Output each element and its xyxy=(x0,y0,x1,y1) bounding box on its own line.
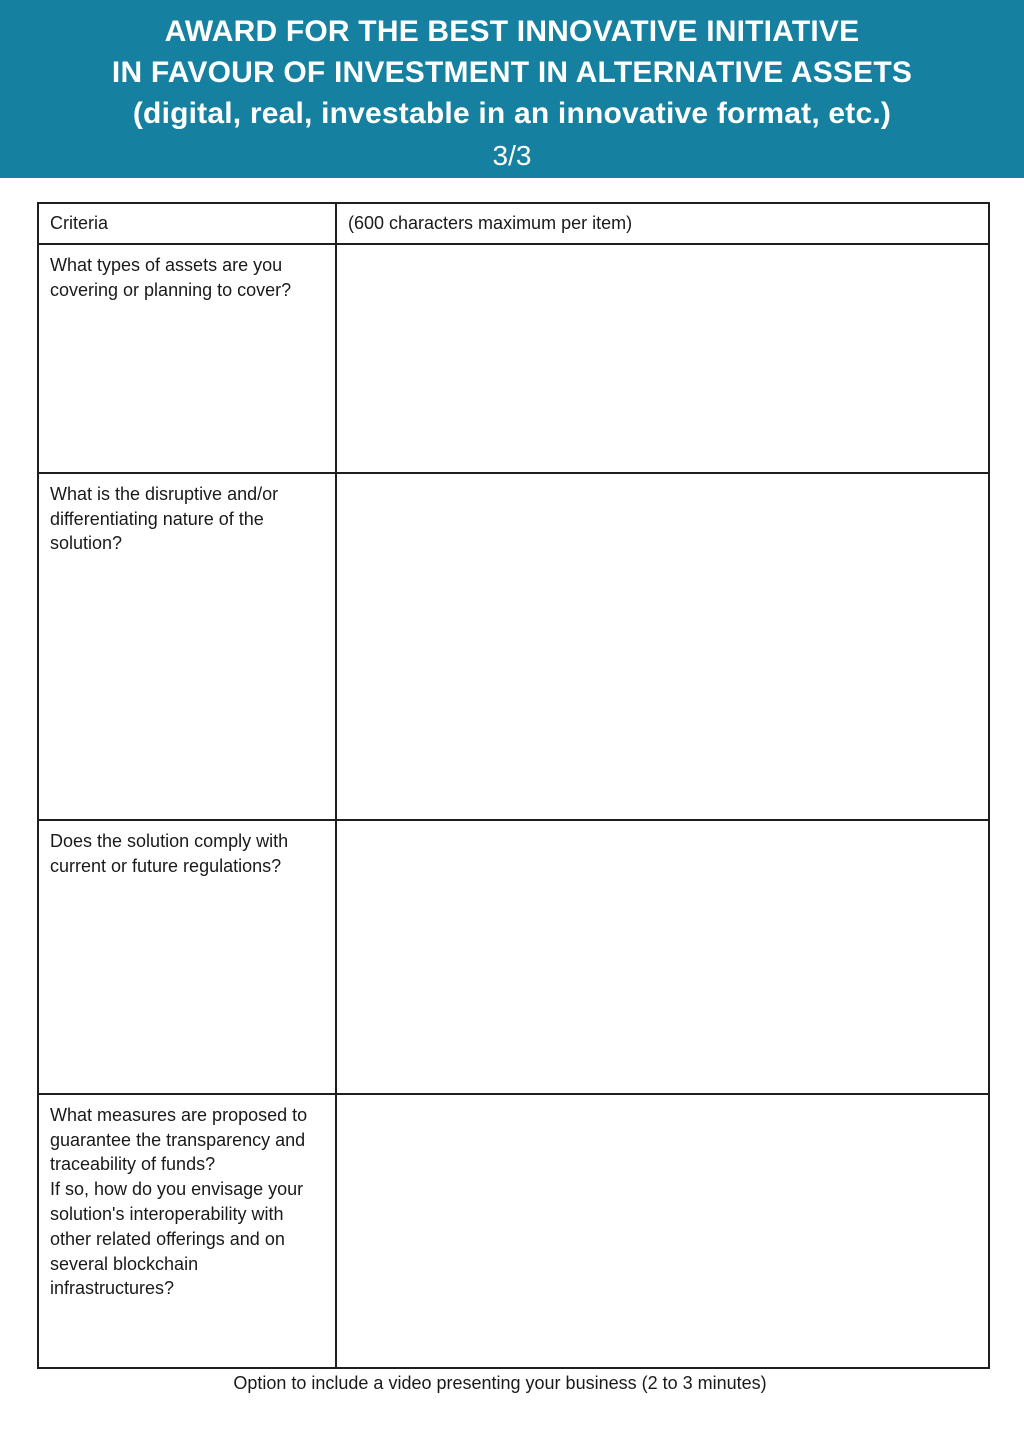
criteria-column-header: Criteria xyxy=(38,203,336,244)
criteria-question-regulations: Does the solution comply with current or future regulations? xyxy=(38,820,336,1094)
video-option-note: Option to include a video presenting your business (2 to 3 minutes) xyxy=(233,1373,767,1393)
answer-field-regulations[interactable] xyxy=(336,820,989,1094)
table-row xyxy=(38,473,989,820)
header-banner xyxy=(0,0,1024,178)
answer-field-transparency[interactable] xyxy=(336,1094,989,1368)
criteria-question-asset-types: What types of assets are you covering or planning to cover? xyxy=(38,244,336,473)
page-indicator: 3/3 xyxy=(492,140,532,171)
award-title-line-2: IN FAVOUR OF INVESTMENT IN ALTERNATIVE ASSETS xyxy=(111,56,913,89)
table-row xyxy=(38,820,989,1094)
criteria-question-transparency: What measures are proposed to guarantee the transparency and traceability of funds? If so, how do you envisage your solution's interoperability with other related offerings and on several blockchain infrastructures? xyxy=(38,1094,336,1368)
table-row xyxy=(38,244,989,473)
answer-column-header: (600 characters maximum per item) xyxy=(336,203,989,244)
criteria-question-disruptive-nature: What is the disruptive and/or differentiating nature of the solution? xyxy=(38,473,336,820)
criteria-form-table xyxy=(37,202,990,1369)
award-subtitle: (digital, real, investable in an innovative format, etc.) xyxy=(132,97,892,130)
answer-field-disruptive-nature[interactable] xyxy=(336,473,989,820)
table-header-row xyxy=(38,203,989,244)
award-title-line-1: AWARD FOR THE BEST INNOVATIVE INITIATIVE xyxy=(164,15,860,48)
answer-field-asset-types[interactable] xyxy=(336,244,989,473)
table-row xyxy=(38,1094,989,1368)
